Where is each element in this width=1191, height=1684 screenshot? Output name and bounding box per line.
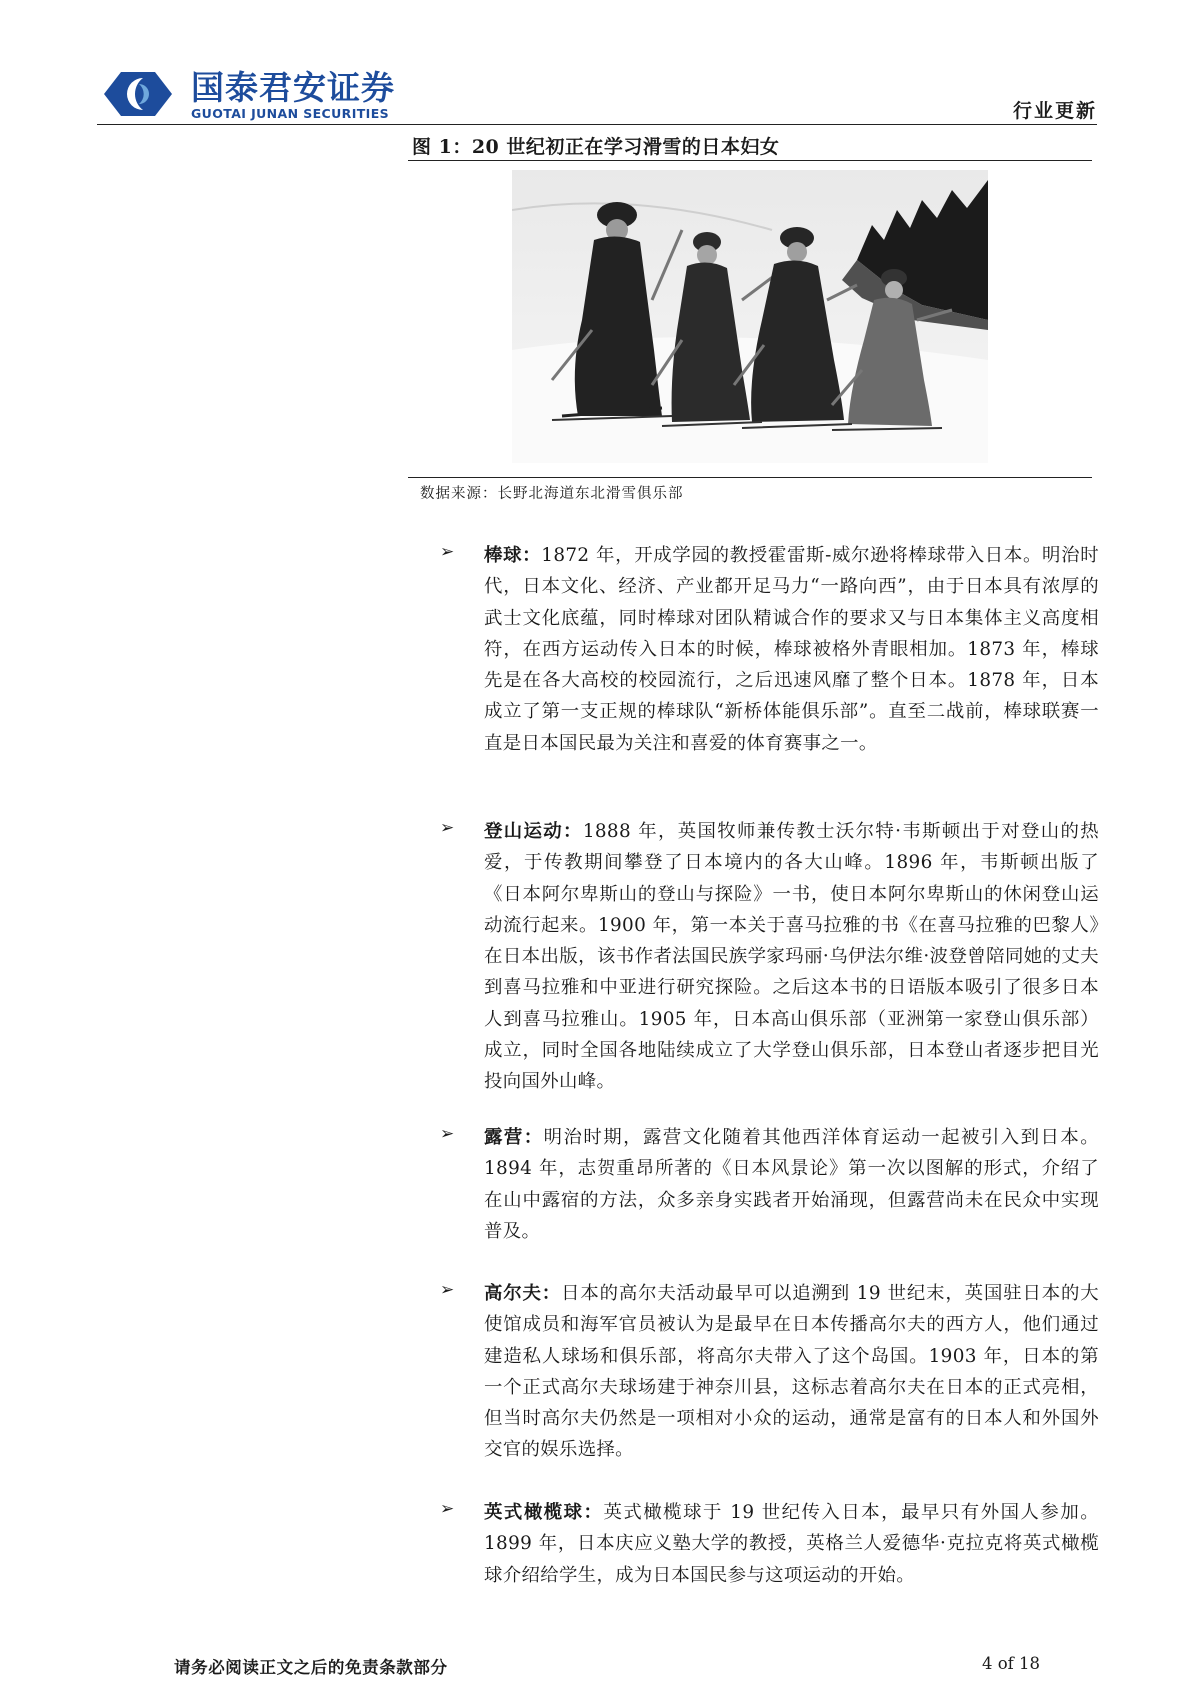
logo-mark-icon xyxy=(103,70,173,118)
section-paragraph xyxy=(484,540,1099,759)
section-paragraph xyxy=(484,1497,1099,1591)
section-paragraph xyxy=(484,1278,1099,1466)
arrow-bullet-icon: ➢ xyxy=(440,1499,455,1519)
section-term: 棒球： xyxy=(484,545,542,566)
section-paragraph xyxy=(484,816,1099,1098)
figure-source: 数据来源：长野北海道东北滑雪俱乐部 xyxy=(420,486,684,502)
header-divider xyxy=(97,124,1097,125)
figure-top-rule xyxy=(408,160,1092,161)
section-term: 露营： xyxy=(484,1127,544,1148)
arrow-bullet-icon: ➢ xyxy=(440,1124,455,1144)
report-type-tag: 行业更新 xyxy=(1012,100,1097,122)
section-text: 明治时期，露营文化随着其他西洋体育运动一起被引入到日本。1894 年，志贺重昂所著的《日本风景论》第一次以图解的形式，介绍了在山中露宿的方法，众多亲身实践者开始涌现，但露营尚未在民众中实现普及。 xyxy=(484,1127,1099,1242)
section-term: 高尔夫： xyxy=(484,1283,562,1304)
figure-bottom-rule xyxy=(408,477,1092,478)
arrow-bullet-icon: ➢ xyxy=(440,818,455,838)
page-number: 4 of 18 xyxy=(982,1654,1041,1673)
footer-disclaimer: 请务必阅读正文之后的免责条款部分 xyxy=(174,1658,448,1677)
section-paragraph xyxy=(484,1122,1099,1247)
arrow-bullet-icon: ➢ xyxy=(440,1280,455,1300)
section-term: 登山运动： xyxy=(484,821,583,842)
company-logo xyxy=(103,70,423,120)
historic-skiing-photo xyxy=(512,170,988,463)
section-text: 1888 年，英国牧师兼传教士沃尔特·韦斯顿出于对登山的热爱，于传教期间攀登了日本境内的各大山峰。1896 年，韦斯顿出版了《日本阿尔卑斯山的登山与探险》一书，使日本阿尔卑斯山的休闲登山运动流行起来。1900 年，第一本关于喜马拉雅的书《在喜马拉雅的巴黎人》在日本出版，该书作者法国民族学家玛丽·乌伊法尔维·波登曾陪同她的丈夫到喜马拉雅和中亚进行研究探险。之后这本书的日语版本吸引了很多日本人到喜马拉雅山。1905 年，日本高山俱乐部（亚洲第一家登山俱乐部）成立，同时全国各地陆续成立了大学登山俱乐部，日本登山者逐步把目光投向国外山峰。 xyxy=(484,821,1099,1093)
section-text: 1872 年，开成学园的教授霍雷斯-威尔逊将棒球带入日本。明治时代，日本文化、经济、产业都开足马力“一路向西”，由于日本具有浓厚的武士文化底蕴，同时棒球对团队精诚合作的要求又与日本集体主义高度相符，在西方运动传入日本的时候，棒球被格外青眼相加。1873 年，棒球先是在各大高校的校园流行，之后迅速风靡了整个日本。1878 年，日本成立了第一支正规的棒球队“新桥体能俱乐部”。直至二战前，棒球联赛一直是日本国民最为关注和喜爱的体育赛事之一。 xyxy=(484,545,1099,754)
brand-name-en: GUOTAI JUNAN SECURITIES xyxy=(191,106,390,121)
section-term: 英式橄榄球： xyxy=(484,1502,604,1523)
arrow-bullet-icon: ➢ xyxy=(440,542,455,562)
figure-title: 图 1：20 世纪初正在学习滑雪的日本妇女 xyxy=(412,136,780,158)
section-text: 日本的高尔夫活动最早可以追溯到 19 世纪末，英国驻日本的大使馆成员和海军官员被认为是最早在日本传播高尔夫的西方人，他们通过建造私人球场和俱乐部，将高尔夫带入了这个岛国。1903 年，日本的第一个正式高尔夫球场建于神奈川县，这标志着高尔夫在日本的正式亮相，但当时高尔夫仍然是一项相对小众的运动，通常是富有的日本人和外国外交官的娱乐选择。 xyxy=(484,1283,1100,1461)
brand-name-cn: 国泰君安证券 xyxy=(191,68,395,107)
section-text: 英式橄榄球于 19 世纪传入日本，最早只有外国人参加。1899 年，日本庆应义塾大学的教授，英格兰人爱德华·克拉克将英式橄榄球介绍给学生，成为日本国民参与这项运动的开始。 xyxy=(484,1502,1099,1586)
